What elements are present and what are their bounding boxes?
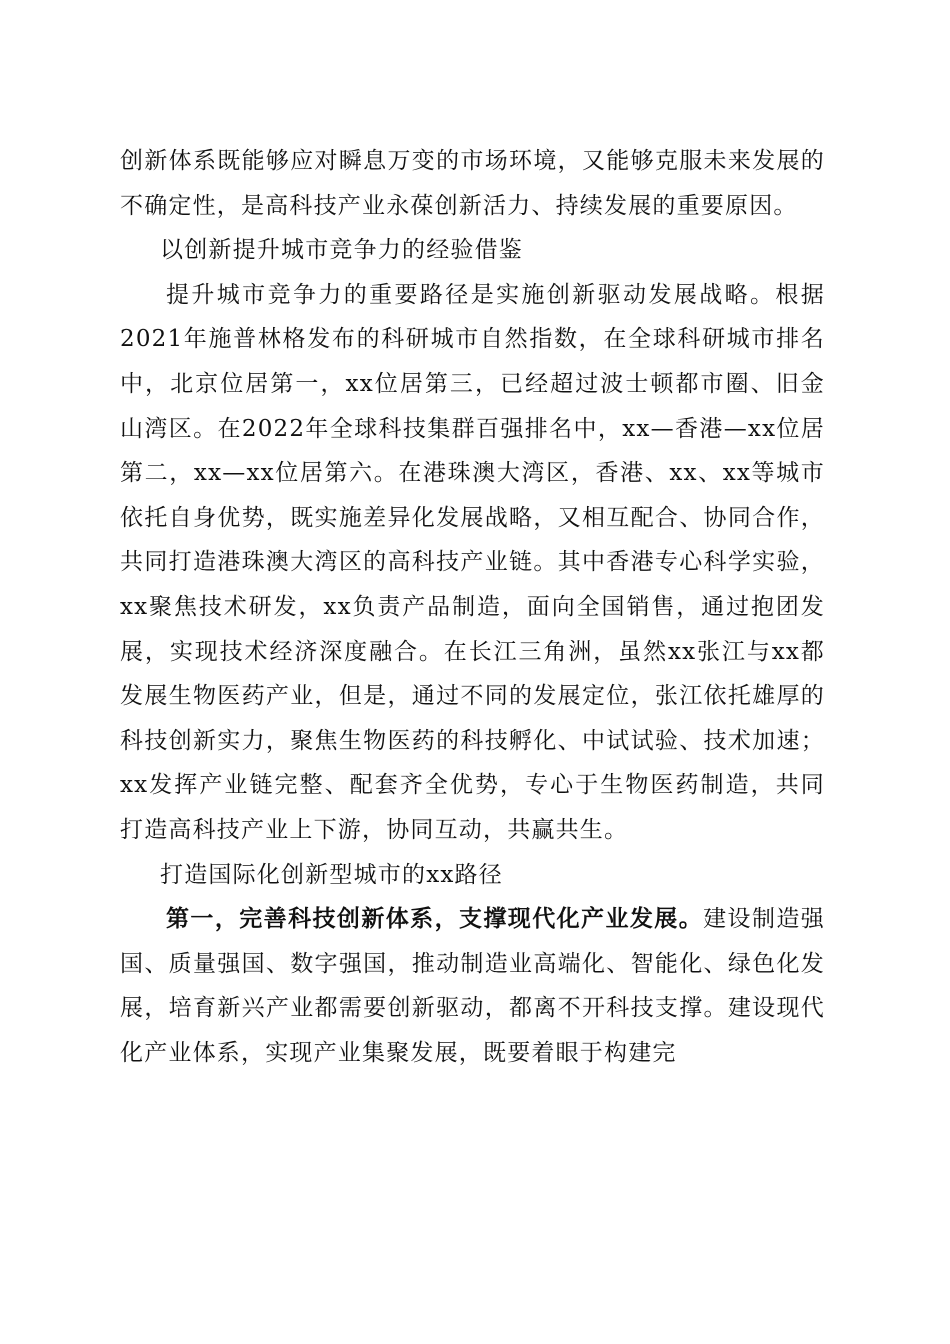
section-heading-experience: 以创新提升城市竞争力的经验借鉴 [160, 237, 523, 264]
paragraph-city-competitiveness: 提升城市竞争力的重要路径是实施创新驱动发展战略。根据2021年施普林格发布的科研城市自然指数，在全球科研城市排名中，北京位居第一，xx位居第三，已经超过波士顿都市圈、旧金山湾区。在2022年全球科技集群百强排名中，xx—香港—xx位居第二，xx—xx位居第六。在港珠澳大湾区，香港、xx、xx等城市依托自身优势，既实施差异化发展战略，又相互配合、协同合作，共同打造港珠澳大湾区的高科技产业链。其中香港专心科学实验，xx聚焦技术研发，xx负责产品制造，面向全国销售，通过抱团发展，实现技术经济深度融合。在长江三角洲，虽然xx张江与xx都发展生物医药产业，但是，通过不同的发展定位，张江依托雄厚的科技创新实力，聚焦生物医药的科技孵化、中试试验、技术加速；xx发挥产业链完整、配套齐全优势，专心于生物医药制造，共同打造高科技产业上下游，协同互动，共赢共生。 [120, 281, 825, 843]
section-heading-path: 打造国际化创新型城市的xx路径 [160, 861, 503, 888]
paragraph-lead-sentence: 第一，完善科技创新体系，支撑现代化产业发展。 [166, 905, 704, 933]
paragraph-body-text: 建设制造强国、质量强国、数字强国，推动制造业高端化、智能化、绿色化发展，培育新兴产业都需要创新驱动，都离不开科技支撑。建设现代化产业体系，实现产业集聚发展，既要着眼于构建完 [120, 906, 826, 1066]
document-page [120, 139, 825, 1075]
paragraph-innovation-system: 创新体系既能够应对瞬息万变的市场环境，又能够克服未来发展的不确定性，是高科技产业永葆创新活力、持续发展的重要原因。 [120, 148, 825, 219]
paragraph-first-point [120, 897, 825, 1075]
